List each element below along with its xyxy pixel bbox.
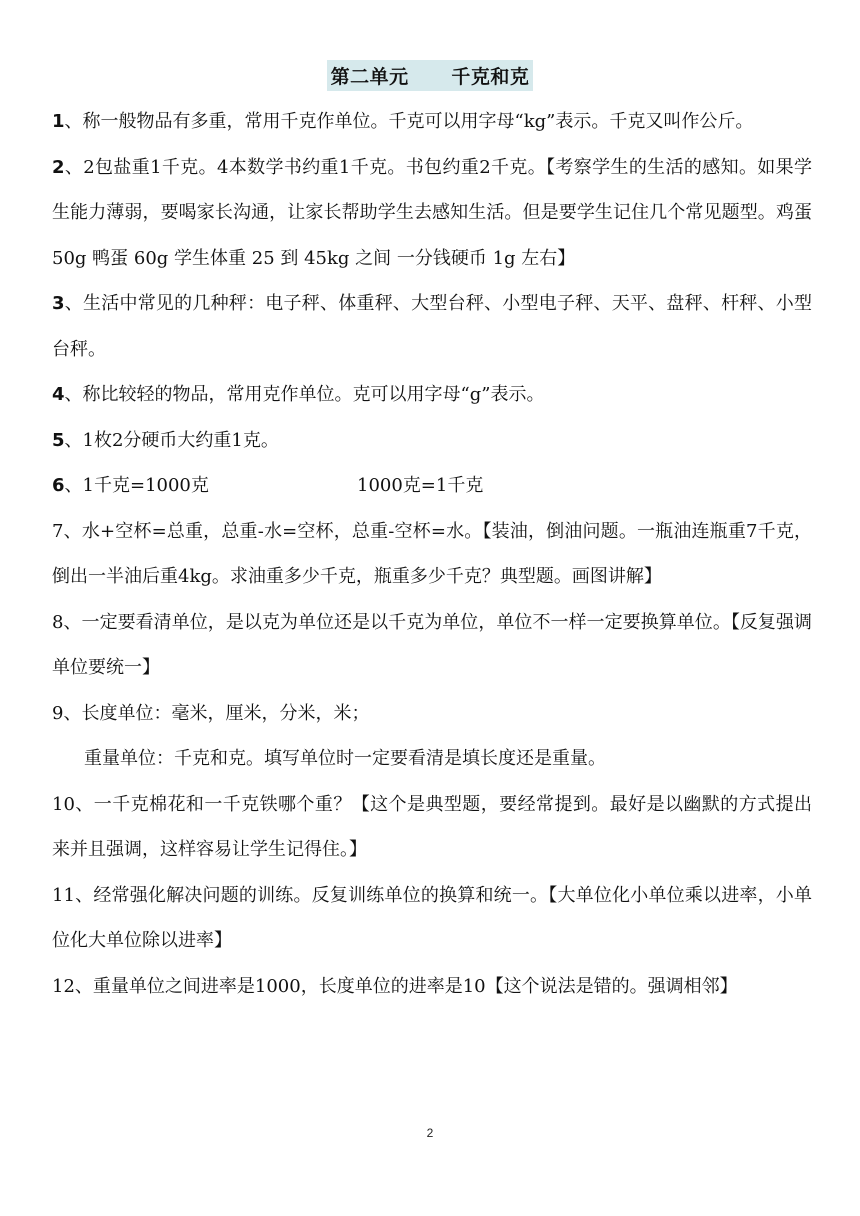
conversion-kg-to-g: 6、1千克=1000克 [52,475,209,496]
list-item: 10、一千克棉花和一千克铁哪个重？【这个是典型题，要经常提到。最好是以幽默的方式提出来并且强调，这样容易让学生记得住。】 [52,793,813,860]
list-item: 7、水+空杯=总重，总重-水=空杯，总重-空杯=水。【装油，倒油问题。一瓶油连瓶重7千克，倒出一半油后重4kg。求油重多少千克，瓶重多少千克？典型题。画图讲解】 [52,520,813,587]
list-item: 2、2包盐重1千克。4本数学书约重1千克。书包约重2千克。【考察学生的生活的感知。如果学生能力薄弱，要喝家长沟通，让家长帮助学生去感知生活。但是要学生记住几个常见题型。鸡蛋 50g 鸭蛋 60g 学生体重 25 到 45kg 之间 一分钱硬币 1g 左右】 [52,156,813,269]
conversion-g-to-kg: 1000克=1千克 [357,475,484,496]
list-item: 3、生活中常见的几种秤：电子秤、体重秤、大型台秤、小型电子秤、天平、盘秤、杆秤、小型台秤。 [52,293,813,360]
list-item: 9、长度单位：毫米，厘米，分米，米； [52,702,370,724]
page-number: 2 [426,1126,434,1140]
list-item: 5、1枚2分硬币大约重1克。 [52,429,279,451]
notes-list [52,99,812,1009]
list-item: 8、一定要看清单位，是以克为单位还是以千克为单位，单位不一样一定要换算单位。【反复强调单位要统一】 [52,611,813,678]
list-item: 4、称比较轻的物品，常用克作单位。克可以用字母“g”表示。 [52,384,545,405]
list-item: 12、重量单位之间进率是1000，长度单位的进率是10【这个说法是错的。强调相邻】 [52,975,738,997]
list-item [52,463,812,509]
list-item-continuation: 重量单位：千克和克。填写单位时一定要看清是填长度还是重量。 [84,748,606,769]
section-title [0,60,860,91]
list-item: 1、称一般物品有多重，常用千克作单位。千克可以用字母“kg”表示。千克又叫作公斤。 [52,111,754,132]
section-title-text: 第二单元 千克和克 [327,60,534,91]
list-item: 11、经常强化解决问题的训练。反复训练单位的换算和统一。【大单位化小单位乘以进率，小单位化大单位除以进率】 [52,884,813,951]
